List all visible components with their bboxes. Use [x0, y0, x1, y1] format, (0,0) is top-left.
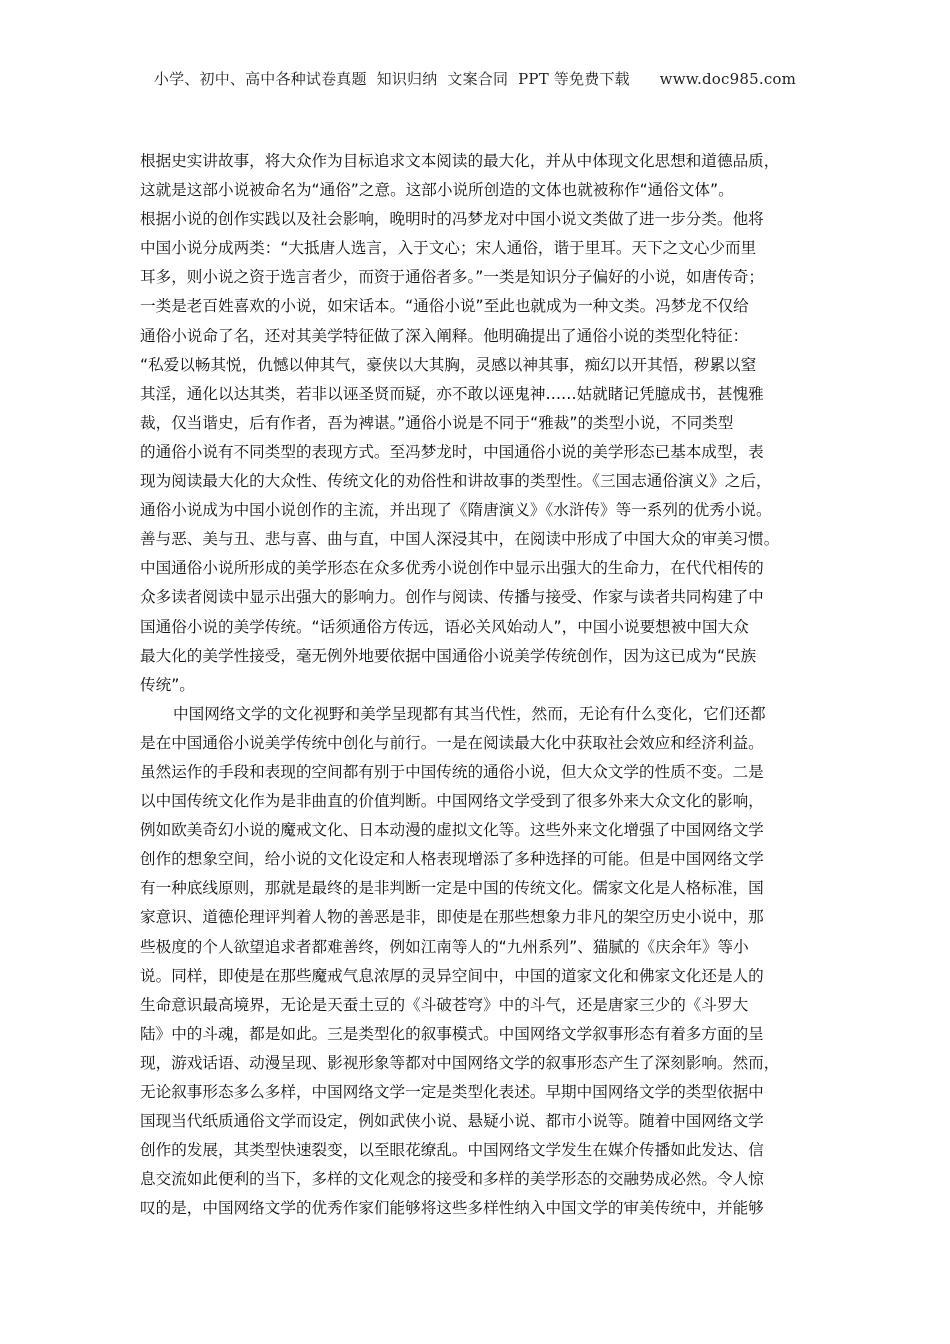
text-line: 例如欧美奇幻小说的魔戒文化、日本动漫的虚拟文化等。这些外来文化增强了中国网络文学: [140, 821, 764, 840]
text-line: 有一种底线原则，那就是最终的是非判断一定是中国的传统文化。儒家文化是人格标准，国: [140, 879, 764, 898]
text-line: 现，游戏话语、动漫呈现、影视形象等都对中国网络文学的叙事形态产生了深刻影响。然而，: [140, 1053, 780, 1072]
text-line: 这就是这部小说被命名为“通俗”之意。这部小说所创造的文体也就被称作“通俗文体”。: [140, 181, 734, 200]
text-line: 是在中国通俗小说美学传统中创化与前行。一是在阅读最大化中获取社会效应和经济利益。: [140, 733, 764, 752]
text-line: “私爱以畅其悦，仇憾以伸其气，豪侠以大其胸，灵感以神其事，痴幻以开其悟，秽累以窒: [140, 355, 757, 374]
text-line: 中国小说分成两类：“大抵唐人选言，入于文心；宋人通俗，谐于里耳。天下之文心少而里: [140, 239, 757, 258]
text-line: 众多读者阅读中显示出强大的影响力。创作与阅读、传播与接受、作家与读者共同构建了中: [140, 588, 764, 607]
text-line: 中国网络文学的文化视野和美学呈现都有其当代性，然而，无论有什么变化，它们还都: [173, 704, 766, 723]
text-line: 无论叙事形态多么多样，中国网络文学一定是类型化表述。早期中国网络文学的类型依据中: [140, 1083, 764, 1101]
text-line: 以中国传统文化作为是非曲直的价值判断。中国网络文学受到了很多外来大众文化的影响，: [140, 792, 764, 811]
text-line: 国现当代纸质通俗文学而设定，例如武侠小说、悬疑小说、都市小说等。随着中国网络文学: [140, 1112, 764, 1131]
text-line: 创作的发展，其类型快速裂变，以至眼花缭乱。中国网络文学发生在媒介传播如此发达、信: [140, 1141, 764, 1160]
text-line: 叹的是，中国网络文学的优秀作家们能够将这些多样性纳入中国文学的审美传统中，并能够: [140, 1199, 764, 1218]
text-line: 根据史实讲故事，将大众作为目标追求文本阅读的最大化，并从中体现文化思想和道德品质，: [140, 152, 780, 170]
text-line: 说。同样，即使是在那些魔戒气息浓厚的灵异空间中，中国的道家文化和佛家文化还是人的: [140, 966, 764, 985]
text-line: 裁，仅当谐史，后有作者，吾为裨谌。”通俗小说是不同于“雅裁”的类型小说，不同类型: [140, 413, 734, 432]
text-line: 家意识、道德伦理评判着人物的善恶是非，即使是在那些想象力非凡的架空历史小说中，那: [140, 908, 764, 927]
text-line: 创作的想象空间，给小说的文化设定和人格表现增添了多种选择的可能。但是中国网络文学: [140, 850, 764, 869]
article-body: [140, 147, 820, 1223]
text-line: 其淫，通化以达其类，若非以诬圣贤而疑，亦不敢以诬鬼神……姑就睹记凭臆成书，甚愧雅: [140, 384, 764, 403]
paragraph-2: [140, 700, 820, 1224]
text-line: 中国通俗小说所形成的美学形态在众多优秀小说创作中显示出强大的生命力，在代代相传的: [140, 559, 764, 578]
text-line: 虽然运作的手段和表现的空间都有别于中国传统的通俗小说，但大众文学的性质不变。二是: [140, 762, 764, 781]
text-line: 善与恶、美与丑、悲与喜、曲与直，中国人深浸其中，在阅读中形成了中国大众的审美习惯。: [140, 530, 780, 549]
text-line: 息交流如此便利的当下，多样的文化观念的接受和多样的美学形态的交融势成必然。令人惊: [140, 1170, 764, 1189]
paragraph-1: [140, 147, 820, 700]
text-line: 通俗小说成为中国小说创作的主流，并出现了《隋唐演义》《水浒传》等一系列的优秀小说。: [140, 501, 772, 520]
text-line: 现为阅读最大化的大众性、传统文化的劝俗性和讲故事的类型性。《三国志通俗演义》之后，: [140, 472, 772, 491]
page-header: 小学、初中、高中各种试卷真题 知识归纳 文案合同 PPT 等免费下载 www.doc985.com: [153, 70, 797, 88]
text-line: 根据小说的创作实践以及社会影响，晚明时的冯梦龙对中国小说文类做了进一步分类。他将: [140, 210, 764, 229]
text-line: 耳多，则小说之资于选言者少，而资于通俗者多。”一类是知识分子偏好的小说，如唐传奇；: [140, 268, 765, 287]
text-line: 一类是老百姓喜欢的小说，如宋话本。“通俗小说”至此也就成为一种文类。冯梦龙不仅给: [140, 297, 749, 316]
text-line: 最大化的美学性接受，毫无例外地要依据中国通俗小说美学传统创作，因为这已成为“民族: [140, 646, 757, 665]
text-line: 的通俗小说有不同类型的表现方式。至冯梦龙时，中国通俗小说的美学形态已基本成型，表: [140, 442, 764, 461]
text-line: 传统”。: [140, 675, 195, 694]
text-line: 生命意识最高境界，无论是天蚕土豆的《斗破苍穹》中的斗气，还是唐家三少的《斗罗大: [140, 995, 749, 1014]
text-line: 通俗小说命了名，还对其美学特征做了深入阐释。他明确提出了通俗小说的类型化特征：: [140, 326, 749, 345]
text-line: 陆》中的斗魂，都是如此。三是类型化的叙事模式。中国网络文学叙事形态有着多方面的呈: [140, 1024, 764, 1043]
text-line: 些极度的个人欲望追求者都难善终，例如江南等人的“九州系列”、猫腻的《庆余年》等小: [140, 937, 749, 956]
text-line: 国通俗小说的美学传统。“话须通俗方传远，语必关风始动人”，中国小说要想被中国大众: [140, 617, 749, 636]
